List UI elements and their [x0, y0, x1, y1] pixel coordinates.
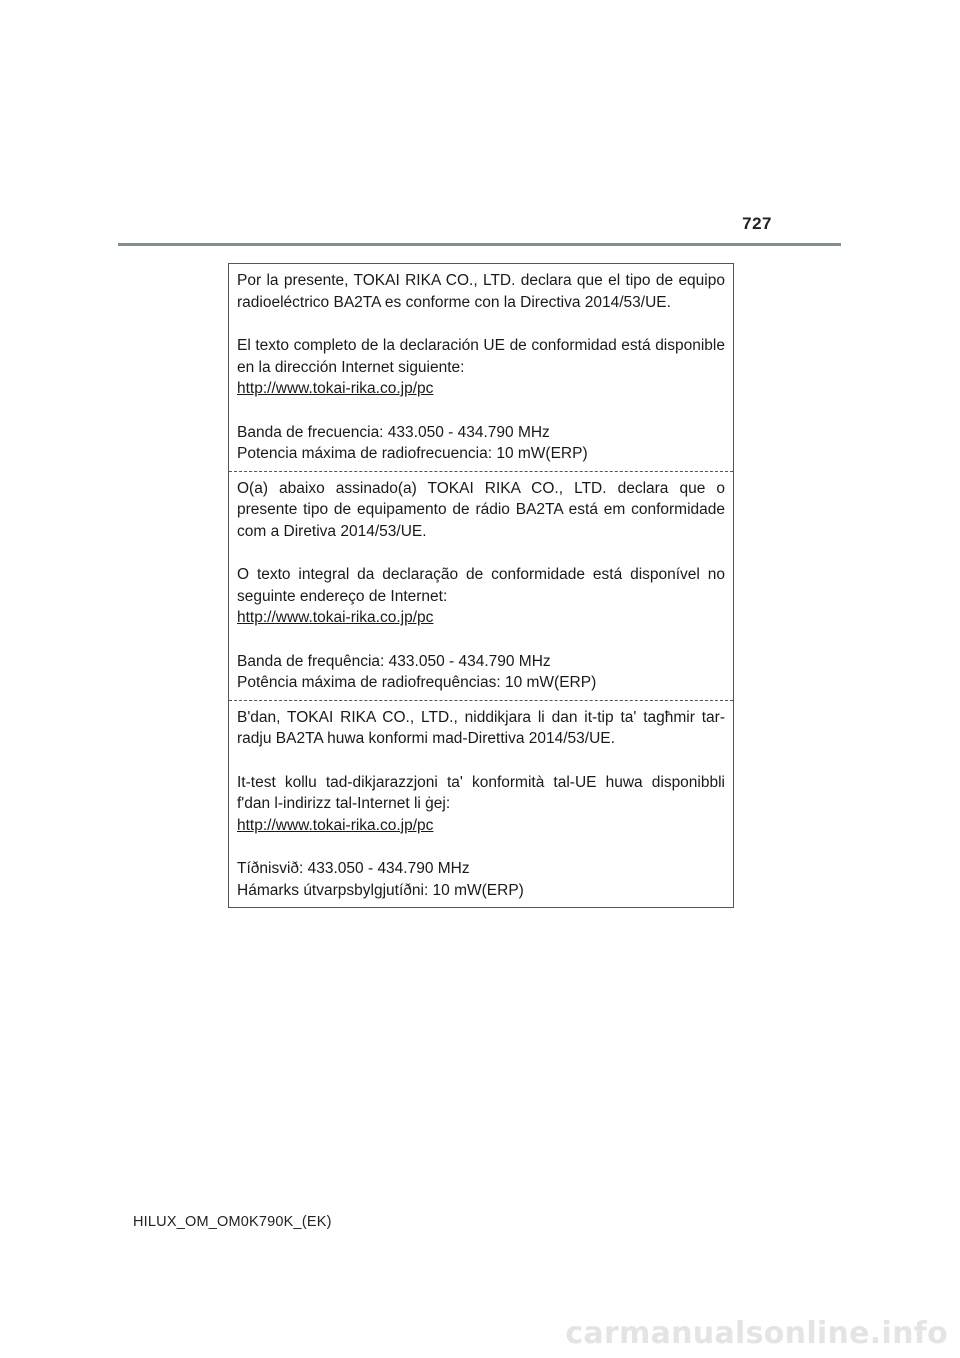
section-spanish [229, 264, 733, 471]
frequency-band: Tíðnisvið: 433.050 - 434.790 MHz [237, 860, 470, 877]
section-portuguese [229, 471, 733, 700]
section-maltese [229, 700, 733, 908]
header-rule [118, 243, 841, 246]
declaration-text: B'dan, TOKAI RIKA CO., LTD., niddikjara li dan it-tip ta' tagħmir tar-radju BA2TA huwa konformi mad-Direttiva 2014/53/UE. [237, 708, 725, 747]
max-power: Potencia máxima de radiofrecuencia: 10 mW(ERP) [237, 445, 588, 462]
document-code: HILUX_OM_OM0K790K_(EK) [133, 1214, 332, 1230]
frequency-band: Banda de frecuencia: 433.050 - 434.790 MHz [237, 423, 550, 441]
max-power: Potência máxima de radiofrequências: 10 mW(ERP) [237, 674, 597, 691]
max-power: Hámarks útvarpsbylgjutíðni: 10 mW(ERP) [237, 881, 524, 899]
availability-text: El texto completo de la declaración UE de conformidad está disponible en la dirección Internet siguiente: [237, 337, 725, 376]
frequency-band: Banda de frequência: 433.050 - 434.790 MHz [237, 652, 551, 670]
declaration-text: O(a) abaixo assinado(a) TOKAI RIKA CO., LTD. declara que o presente tipo de equipamento de rádio BA2TA está em conformidade com a Diretiva 2014/53/UE. [237, 479, 725, 540]
availability-text: O texto integral da declaração de conformidade está disponível no seguinte endereço de Internet: [237, 566, 725, 605]
declaration-text: Por la presente, TOKAI RIKA CO., LTD. declara que el tipo de equipo radioeléctrico BA2TA es conforme con la Directiva 2014/53/UE. [237, 272, 725, 311]
declaration-url-link[interactable]: http://www.tokai-rika.co.jp/pc [237, 816, 434, 834]
availability-text: It-test kollu tad-dikjarazzjoni ta' konformità tal-UE huwa disponibbli f'dan l-indirizz tal-Internet li ġej: [237, 773, 725, 812]
declaration-url-link[interactable]: http://www.tokai-rika.co.jp/pc [237, 609, 434, 626]
declaration-box [228, 263, 734, 908]
declaration-url-link[interactable]: http://www.tokai-rika.co.jp/pc [237, 380, 434, 397]
watermark: carmanualsonline.info [565, 1316, 948, 1351]
page-number: 727 [742, 214, 772, 233]
